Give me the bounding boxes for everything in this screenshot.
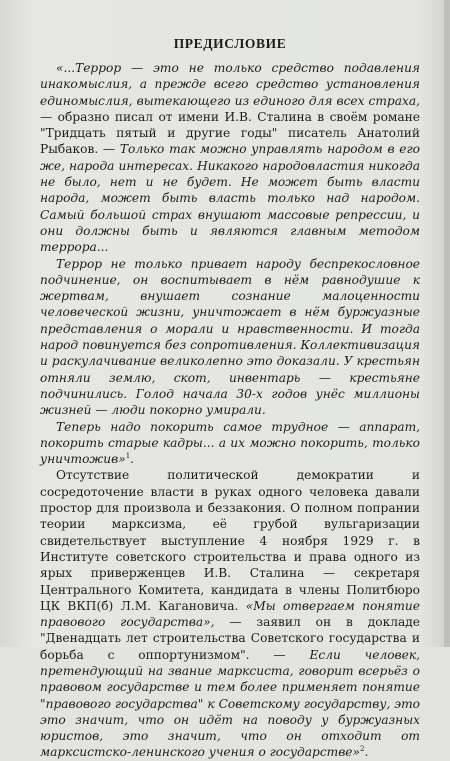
quote-paragraph xyxy=(40,419,420,468)
footnote-mark: 1 xyxy=(125,452,131,461)
quote-paragraph xyxy=(40,256,420,419)
text-run: образно писал от имени И.В. Сталина в своём романе "Тридцать пятый и другие годы" писатель Анатолий Рыбаков. — xyxy=(40,109,420,157)
text-run: Только так можно управлять народом в его же, народа интересах. Никакого народовластия никогда не было, нет и не будет. Не может быть власти народа, может быть власть только над народом. Самый большой страх внушают массовые репрессии, и они должны быть и являются главным методом террора... xyxy=(40,142,420,255)
quote-paragraph xyxy=(40,60,420,256)
chapter-heading: ПРЕДИСЛОВИЕ xyxy=(173,36,287,51)
text-run: . xyxy=(364,745,369,760)
text-run: «Мы отвергаем понятие правового государства», xyxy=(40,598,420,630)
text-run: Террор не только привает народу беспрекословное подчинение, он воспитывает в нём равнодушие к жертвам, внушает сознание малоценности человеческой жизни, уничтожает в нём буржуазные представления о морали и нравственности. И тогда народ повинуется без сопротивления. Коллективизация и раскулачивание великолепно это доказали. У крестьян отняли землю, скот, инвентарь — крестьяне подчинились. Голод начала 30-х годов унёс миллионы жизней — люди покорно умирали. xyxy=(40,256,420,418)
footnote-mark: 2 xyxy=(359,745,365,754)
text-run: Если человек, претендующий на звание марксиста, говорит всерьёз о правовом государстве и тем более применяет понятие "правового государства" к Советскому государству, это это значит, что он идёт на поводу у буржуазных юристов, это значит, что он отходит от марксистско-ленинского учения о государстве» xyxy=(40,647,421,760)
text-run: Отсутствие политической демократии и сосредоточение власти в руках одного человека давали простор для произвола и беззакония. О полном попрании теории марксизма, её грубой вульгаризации свидетельствует выступление 4 ноября 1929 г. в Институте советского строительства и права одного из ярых приверженцев И.В. Сталина — секретаря Центрального Комитета, кандидата в члены Политбюро ЦК ВКП(б) Л.М. Кагановича. xyxy=(40,468,420,613)
text-run: — заявил он в докладе "Двенадцать лет строительства Советского государства и борьба с оппортунизмом". — xyxy=(40,615,420,662)
text-run: «...Террор — это не только средство подавления инакомыслия, а прежде всего средство установления единомыслия, вытекающего из единого для всех страха, — xyxy=(40,61,420,124)
text-run: . xyxy=(130,452,135,467)
body-paragraph xyxy=(40,467,420,760)
text-run: Теперь надо покорить самое трудное — аппарат, покорить старые кадры... а их можно покорить, только уничтожив» xyxy=(40,419,420,467)
page-edge xyxy=(444,0,450,647)
body-text xyxy=(40,60,420,761)
